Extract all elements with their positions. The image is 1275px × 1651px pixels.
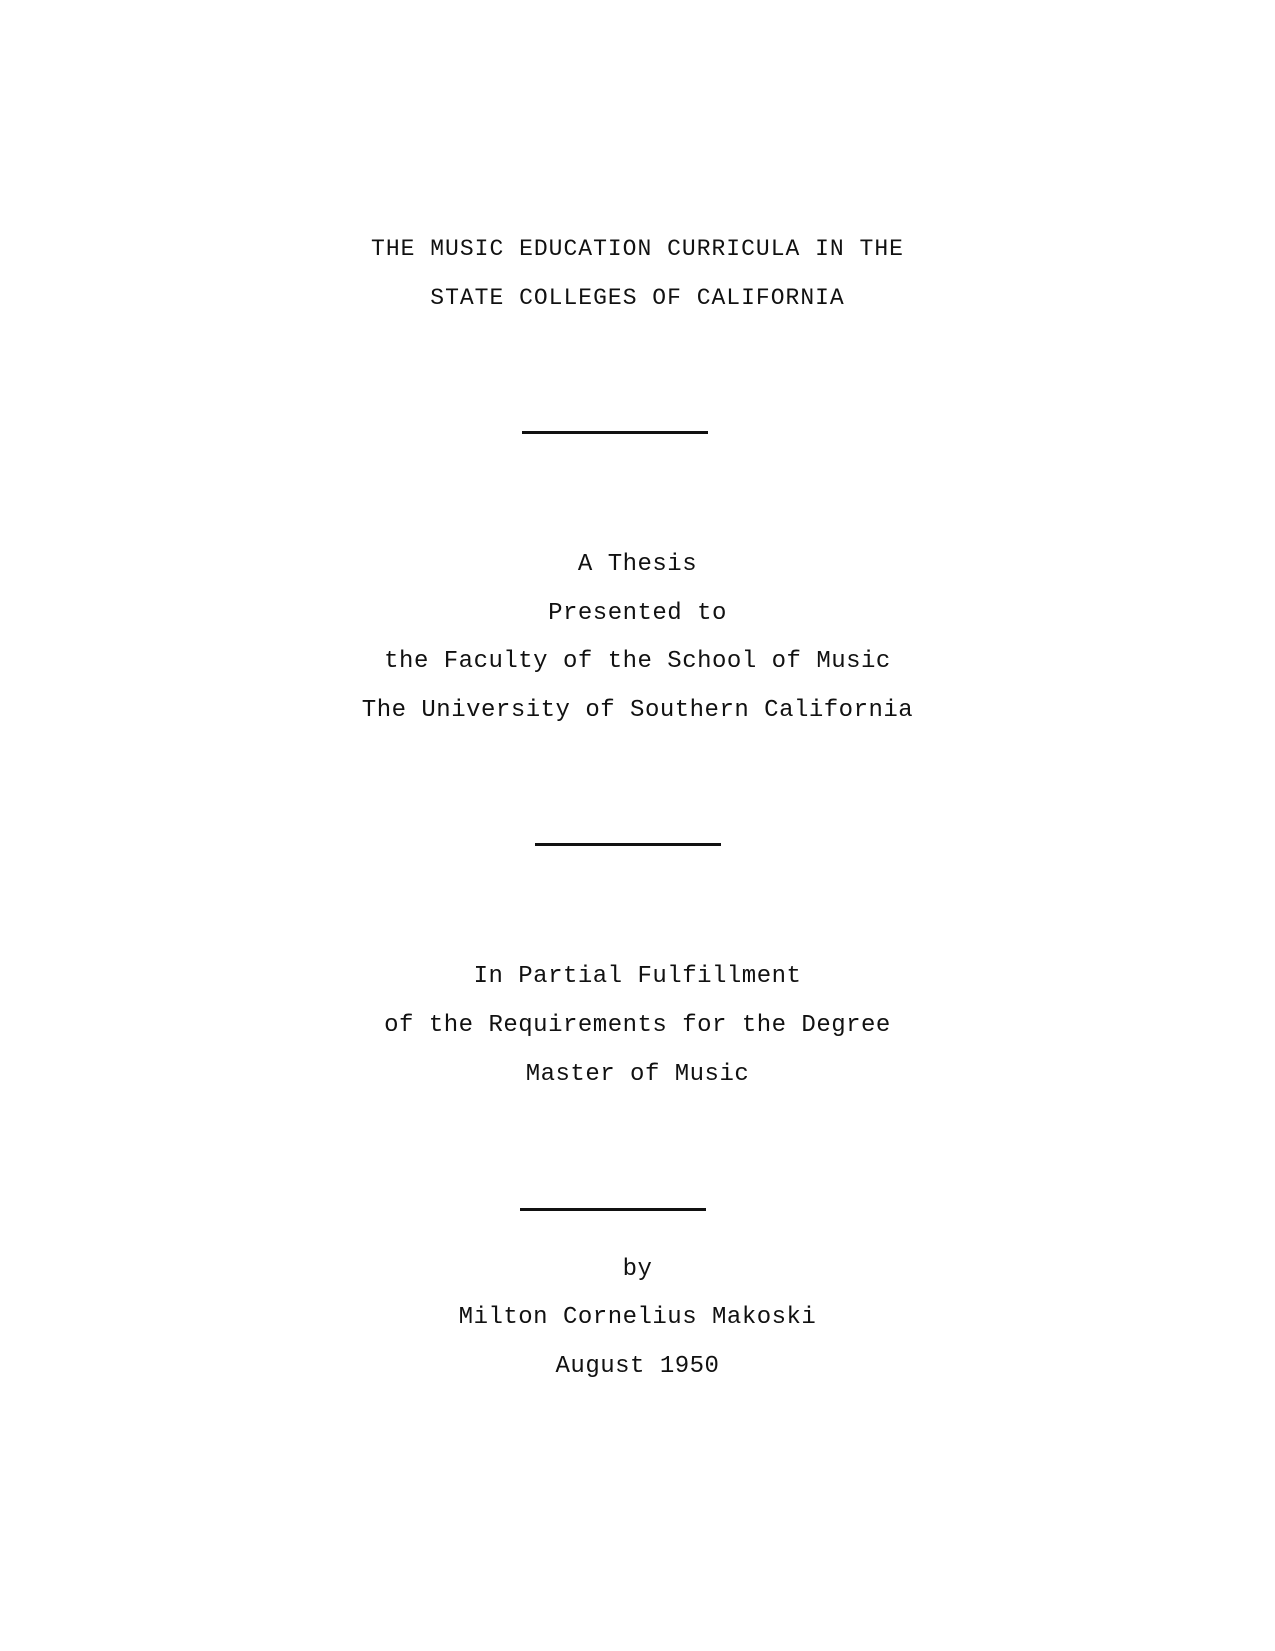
- divider-rule-3: [520, 1208, 706, 1211]
- author-name: Milton Cornelius Makoski: [458, 1304, 817, 1331]
- fulfillment-line-2: of the Requirements for the Degree: [384, 1012, 891, 1039]
- divider-rule-1: [522, 431, 708, 434]
- degree-line: Master of Music: [525, 1061, 750, 1088]
- by-label: by: [622, 1256, 653, 1283]
- thesis-title-line-1: THE MUSIC EDUCATION CURRICULA IN THE: [371, 236, 904, 262]
- fulfillment-line-1: In Partial Fulfillment: [473, 963, 802, 990]
- university-line: The University of Southern California: [361, 697, 914, 724]
- thesis-label: A Thesis: [577, 551, 698, 578]
- presented-to-line: Presented to: [548, 600, 727, 627]
- faculty-line: the Faculty of the School of Music: [384, 648, 891, 675]
- submission-date: August 1950: [555, 1353, 720, 1380]
- thesis-title-line-2: STATE COLLEGES OF CALIFORNIA: [430, 285, 845, 311]
- divider-rule-2: [535, 843, 721, 846]
